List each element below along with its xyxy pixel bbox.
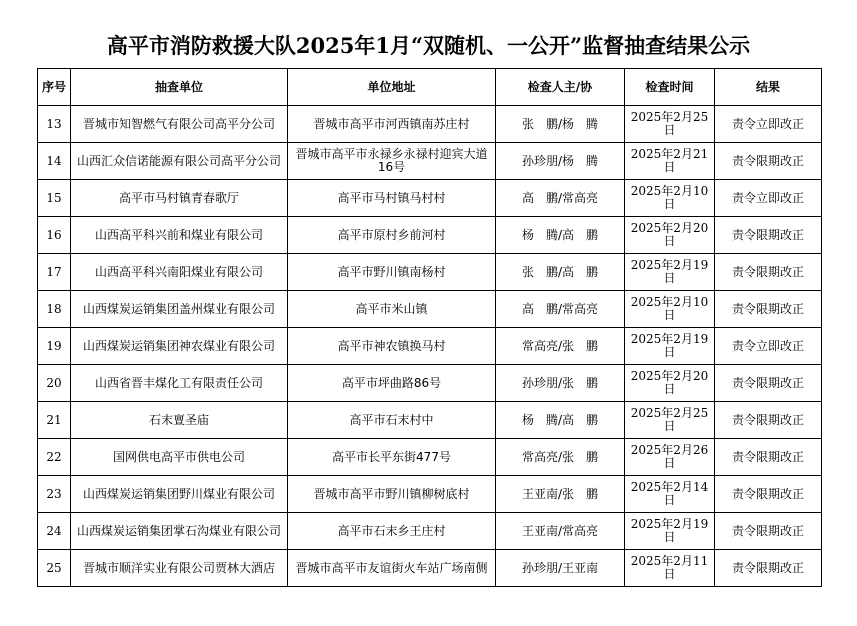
cell-result: 责令限期改正 [715, 439, 822, 476]
cell-unit-address: 高平市米山镇 [288, 291, 496, 328]
cell-result: 责令立即改正 [715, 106, 822, 143]
header-inspection-date: 检查时间 [625, 69, 715, 106]
header-serial-number: 序号 [38, 69, 71, 106]
table-header-row [38, 69, 822, 106]
cell-serial-number: 22 [38, 439, 71, 476]
cell-inspected-unit: 山西汇众信诺能源有限公司高平分公司 [71, 143, 288, 180]
cell-unit-address: 晋城市高平市河西镇南苏庄村 [288, 106, 496, 143]
cell-result: 责令限期改正 [715, 254, 822, 291]
cell-unit-address: 高平市原村乡前河村 [288, 217, 496, 254]
table-row [38, 402, 822, 439]
cell-inspected-unit: 山西煤炭运销集团盖州煤业有限公司 [71, 291, 288, 328]
cell-result: 责令限期改正 [715, 513, 822, 550]
cell-serial-number: 23 [38, 476, 71, 513]
cell-inspection-date: 2025年2月21日 [625, 143, 715, 180]
cell-inspected-unit: 石末亶圣庙 [71, 402, 288, 439]
table-row [38, 550, 822, 587]
cell-inspectors: 常高亮/张 鹏 [496, 439, 625, 476]
cell-result: 责令立即改正 [715, 328, 822, 365]
cell-result: 责令限期改正 [715, 476, 822, 513]
cell-inspectors: 高 鹏/常高亮 [496, 291, 625, 328]
table-row [38, 513, 822, 550]
cell-inspectors: 张 鹏/高 鹏 [496, 254, 625, 291]
cell-serial-number: 20 [38, 365, 71, 402]
cell-serial-number: 19 [38, 328, 71, 365]
cell-inspected-unit: 山西煤炭运销集团掌石沟煤业有限公司 [71, 513, 288, 550]
cell-serial-number: 13 [38, 106, 71, 143]
cell-inspectors: 高 鹏/常高亮 [496, 180, 625, 217]
cell-inspected-unit: 山西高平科兴南阳煤业有限公司 [71, 254, 288, 291]
cell-inspected-unit: 晋城市顺洋实业有限公司贾林大酒店 [71, 550, 288, 587]
cell-inspection-date: 2025年2月25日 [625, 402, 715, 439]
cell-serial-number: 18 [38, 291, 71, 328]
cell-inspection-date: 2025年2月19日 [625, 328, 715, 365]
cell-inspectors: 常高亮/张 鹏 [496, 328, 625, 365]
cell-serial-number: 24 [38, 513, 71, 550]
cell-result: 责令限期改正 [715, 291, 822, 328]
cell-unit-address: 晋城市高平市野川镇柳树底村 [288, 476, 496, 513]
inspection-results-table [37, 68, 822, 587]
cell-unit-address: 高平市石末乡王庄村 [288, 513, 496, 550]
cell-inspection-date: 2025年2月25日 [625, 106, 715, 143]
cell-unit-address: 高平市野川镇南杨村 [288, 254, 496, 291]
cell-result: 责令限期改正 [715, 550, 822, 587]
cell-inspectors: 孙珍朋/杨 腾 [496, 143, 625, 180]
cell-inspected-unit: 晋城市知智燃气有限公司高平分公司 [71, 106, 288, 143]
cell-serial-number: 14 [38, 143, 71, 180]
table-row [38, 254, 822, 291]
cell-inspection-date: 2025年2月10日 [625, 180, 715, 217]
cell-inspected-unit: 高平市马村镇青春歌厅 [71, 180, 288, 217]
cell-inspected-unit: 山西省晋丰煤化工有限责任公司 [71, 365, 288, 402]
table-row [38, 291, 822, 328]
cell-serial-number: 15 [38, 180, 71, 217]
cell-inspection-date: 2025年2月10日 [625, 291, 715, 328]
cell-unit-address: 高平市长平东街477号 [288, 439, 496, 476]
cell-inspectors: 王亚南/常高亮 [496, 513, 625, 550]
cell-unit-address: 高平市马村镇马村村 [288, 180, 496, 217]
table-row [38, 217, 822, 254]
cell-result: 责令立即改正 [715, 180, 822, 217]
cell-unit-address: 高平市神农镇换马村 [288, 328, 496, 365]
cell-inspectors: 王亚南/张 鹏 [496, 476, 625, 513]
cell-inspection-date: 2025年2月19日 [625, 254, 715, 291]
cell-inspected-unit: 山西煤炭运销集团神农煤业有限公司 [71, 328, 288, 365]
cell-result: 责令限期改正 [715, 143, 822, 180]
cell-inspected-unit: 国网供电高平市供电公司 [71, 439, 288, 476]
cell-inspectors: 张 鹏/杨 腾 [496, 106, 625, 143]
table-row [38, 365, 822, 402]
table-row [38, 439, 822, 476]
header-inspectors: 检查人主/协 [496, 69, 625, 106]
cell-inspection-date: 2025年2月20日 [625, 365, 715, 402]
cell-inspectors: 孙珍朋/张 鹏 [496, 365, 625, 402]
cell-inspection-date: 2025年2月14日 [625, 476, 715, 513]
cell-unit-address: 晋城市高平市永禄乡永禄村迎宾大道16号 [288, 143, 496, 180]
page-title: 高平市消防救援大队2025年1月“双随机、一公开”监督抽查结果公示 [106, 33, 751, 58]
cell-serial-number: 25 [38, 550, 71, 587]
table-row [38, 328, 822, 365]
header-unit-address: 单位地址 [288, 69, 496, 106]
cell-result: 责令限期改正 [715, 365, 822, 402]
cell-inspected-unit: 山西煤炭运销集团野川煤业有限公司 [71, 476, 288, 513]
cell-inspection-date: 2025年2月11日 [625, 550, 715, 587]
cell-inspection-date: 2025年2月20日 [625, 217, 715, 254]
cell-inspection-date: 2025年2月26日 [625, 439, 715, 476]
cell-inspectors: 孙珍朋/王亚南 [496, 550, 625, 587]
cell-unit-address: 高平市石末村中 [288, 402, 496, 439]
cell-inspected-unit: 山西高平科兴前和煤业有限公司 [71, 217, 288, 254]
cell-inspection-date: 2025年2月19日 [625, 513, 715, 550]
cell-serial-number: 16 [38, 217, 71, 254]
header-result: 结果 [715, 69, 822, 106]
header-inspected-unit: 抽查单位 [71, 69, 288, 106]
cell-serial-number: 17 [38, 254, 71, 291]
cell-serial-number: 21 [38, 402, 71, 439]
table-row [38, 180, 822, 217]
table-row [38, 476, 822, 513]
cell-result: 责令限期改正 [715, 217, 822, 254]
cell-inspectors: 杨 腾/高 鹏 [496, 217, 625, 254]
cell-unit-address: 晋城市高平市友谊街火车站广场南侧 [288, 550, 496, 587]
cell-inspectors: 杨 腾/高 鹏 [496, 402, 625, 439]
table-body [38, 106, 822, 587]
table-row [38, 143, 822, 180]
cell-result: 责令限期改正 [715, 402, 822, 439]
table-row [38, 106, 822, 143]
cell-unit-address: 高平市坪曲路86号 [288, 365, 496, 402]
